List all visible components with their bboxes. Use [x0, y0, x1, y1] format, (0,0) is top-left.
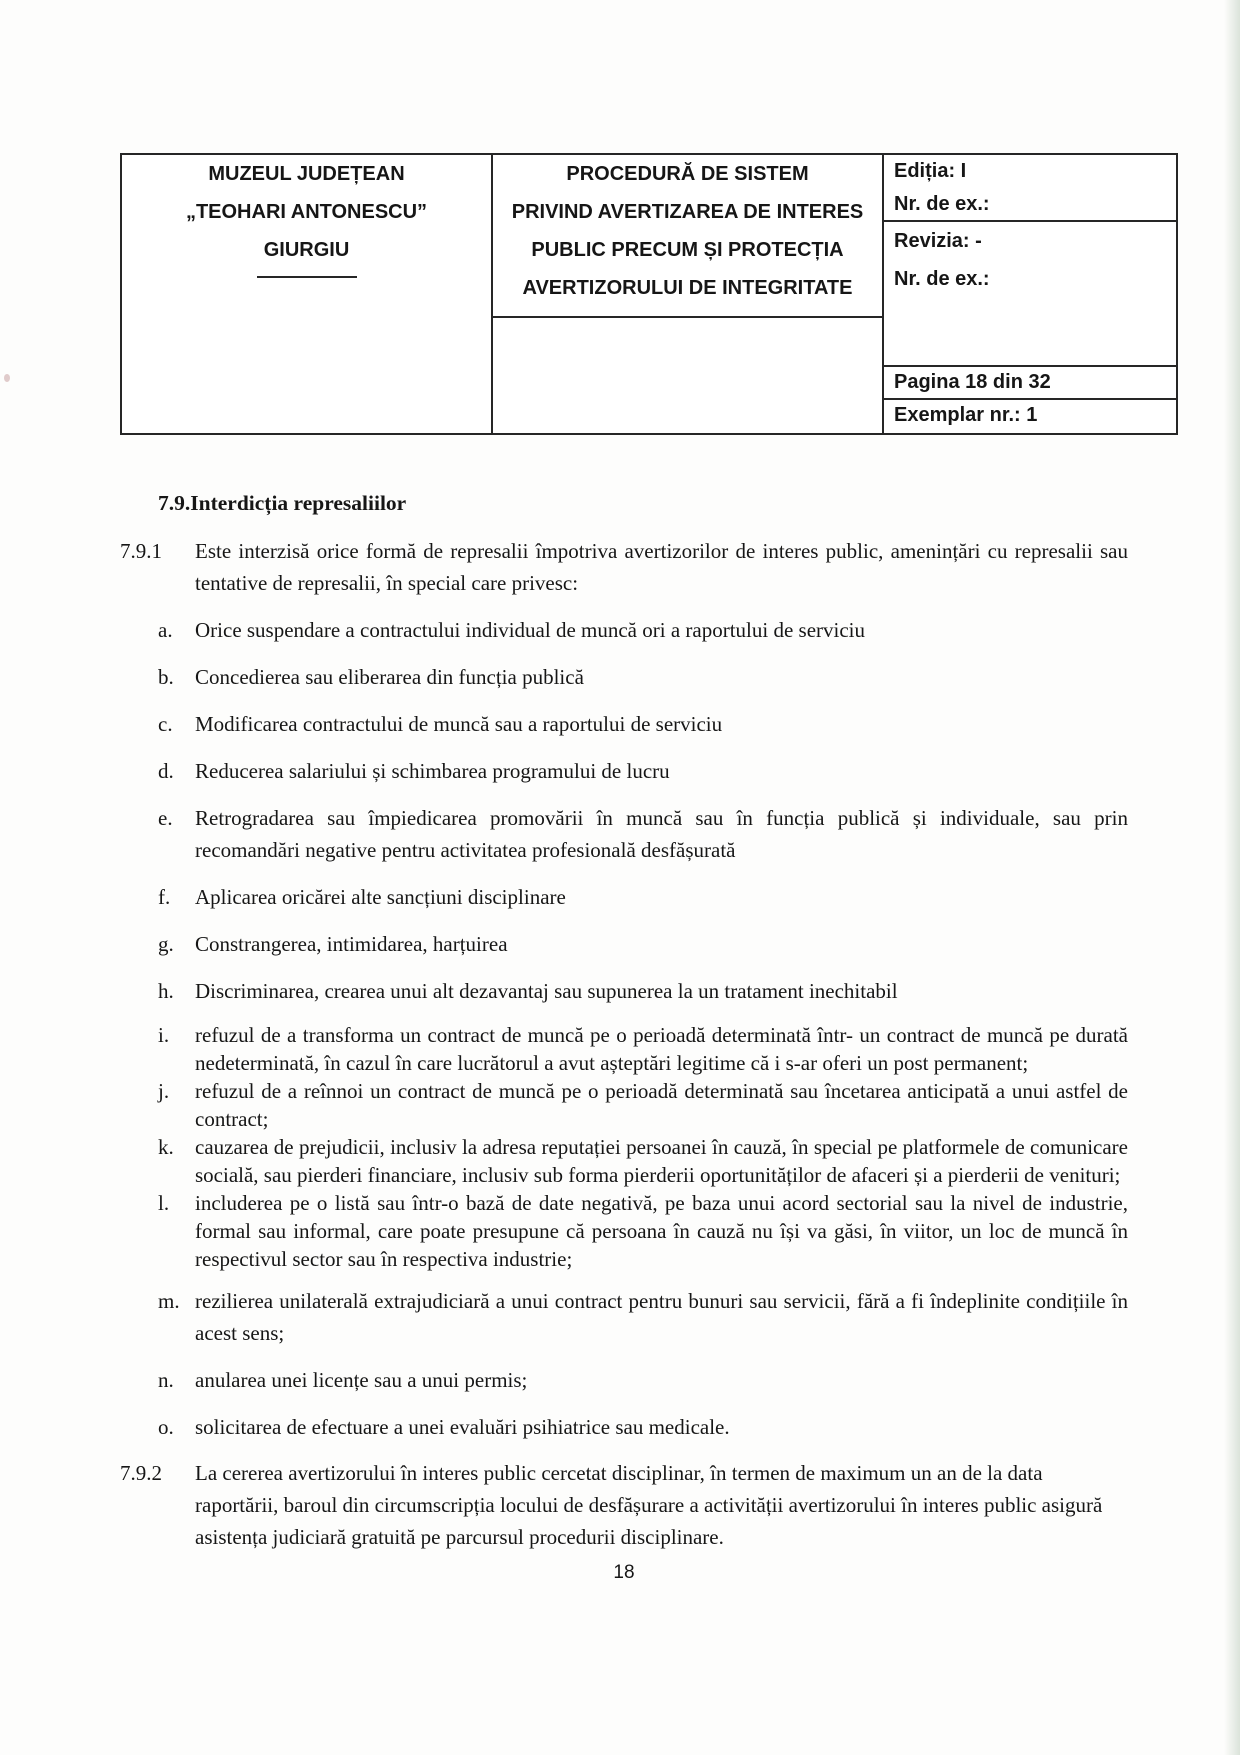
document-body	[120, 435, 1128, 1589]
scan-speck-artifact	[4, 374, 10, 382]
list-item	[120, 1285, 1128, 1349]
edition-label: Ediția: I	[894, 160, 967, 182]
revision-label: Revizia: -	[894, 230, 982, 252]
item-marker: l.	[158, 1191, 170, 1215]
item-marker: j.	[158, 1079, 170, 1103]
org-line: GIURGIU	[263, 239, 350, 261]
list-item	[120, 1189, 1128, 1273]
item-marker: b.	[158, 665, 174, 689]
item-text: Discriminarea, crearea unui alt dezavantaj sau supunerea la un tratament inechitabil	[195, 979, 898, 1003]
title-line: PRIVIND AVERTIZAREA DE INTERES	[511, 201, 864, 223]
item-marker: c.	[158, 712, 173, 736]
list-item	[120, 881, 1128, 913]
list-item	[120, 1021, 1128, 1077]
item-marker: m.	[158, 1289, 180, 1313]
title-line: AVERTIZORULUI DE INTEGRITATE	[522, 277, 853, 299]
item-text: Concedierea sau eliberarea din funcția publică	[195, 665, 584, 689]
item-text: Constrangerea, intimidarea, harțuirea	[195, 932, 508, 956]
item-text: Aplicarea oricărei alte sancțiuni disciplinare	[195, 885, 566, 909]
procedure-title	[493, 155, 882, 318]
copies-label: Nr. de ex.:	[894, 193, 990, 215]
list-item	[120, 802, 1128, 866]
item-marker: e.	[158, 806, 173, 830]
item-marker: o.	[158, 1415, 174, 1439]
paragraph-7-9-2	[120, 1457, 1128, 1553]
item-text: refuzul de a reînnoi un contract de muncă pe o perioadă determinată sau încetarea anticipată a unui astfel de contract;	[195, 1079, 1128, 1131]
item-marker: i.	[158, 1023, 170, 1047]
scan-edge-artifact	[1224, 0, 1240, 1755]
item-marker: g.	[158, 932, 174, 956]
title-empty-cell	[493, 318, 882, 433]
exemplar-label: Exemplar nr.: 1	[894, 404, 1038, 426]
list-item	[120, 1077, 1128, 1133]
list-item	[120, 1133, 1128, 1189]
page-number: 18	[613, 1562, 635, 1583]
header-title-cell	[493, 155, 884, 433]
item-text: rezilierea unilaterală extrajudiciară a unui contract pentru bunuri sau servicii, fără a fi îndeplinite condițiile în acest sens;	[195, 1289, 1128, 1345]
page-range-label: Pagina 18 din 32	[884, 367, 1176, 400]
item-marker: h.	[158, 979, 174, 1003]
item-text: Retrogradarea sau împiedicarea promovării în muncă sau în funcția publică și individuale, sau prin recomandări negative pentru activitatea profesională desfășurată	[195, 806, 1128, 862]
item-marker: a.	[158, 618, 173, 642]
item-marker: f.	[158, 885, 171, 909]
item-text: includerea pe o listă sau într-o bază de date negativă, pe baza unui acord sectorial sau la nivel de industrie, formal sau informal, care poate presupune că persoana în cauză nu își va găsi, în viitor, un loc de muncă în respectivul sector sau în respectiva industrie;	[195, 1191, 1128, 1271]
item-marker: d.	[158, 759, 174, 783]
item-text: Reducerea salariului și schimbarea programului de lucru	[195, 759, 670, 783]
org-underline	[257, 276, 357, 278]
list-item	[120, 755, 1128, 787]
meta-revision-cell	[884, 222, 1176, 367]
item-marker: n.	[158, 1368, 174, 1392]
paragraph-7-9-1	[120, 535, 1128, 599]
header-meta-cell	[884, 155, 1176, 433]
item-text: anularea unei licențe sau a unui permis;	[195, 1368, 528, 1392]
header-org-cell	[122, 155, 493, 433]
header-table	[120, 153, 1178, 435]
paragraph-number: 7.9.1	[120, 539, 162, 563]
title-line: PUBLIC PRECUM ȘI PROTECȚIA	[531, 239, 844, 261]
section-heading: 7.9.Interdicția represaliilor	[158, 491, 407, 515]
list-item	[120, 928, 1128, 960]
meta-edition-cell	[884, 155, 1176, 222]
item-text: Orice suspendare a contractului individual de muncă ori a raportului de serviciu	[195, 618, 866, 642]
copies-label: Nr. de ex.:	[894, 268, 990, 290]
item-text: cauzarea de prejudicii, inclusiv la adresa reputației persoanei în cauză, în special pe platformele de comunicare socială, sau pierderi financiare, inclusiv sub forma pierderii oportunităților de afaceri și a pierderii de venituri;	[195, 1135, 1128, 1187]
item-text: Modificarea contractului de muncă sau a raportului de serviciu	[195, 712, 723, 736]
list-item	[120, 975, 1128, 1007]
item-text: solicitarea de efectuare a unei evaluări psihiatrice sau medicale.	[195, 1415, 730, 1439]
paragraph-text: Este interzisă orice formă de represalii împotriva avertizorilor de interes public, amenințări cu represalii sau tentative de represalii, în special care privesc:	[195, 539, 1128, 595]
list-item	[120, 708, 1128, 740]
org-line: „TEOHARI ANTONESCU”	[185, 201, 428, 223]
list-item	[120, 661, 1128, 693]
list-item	[120, 1411, 1128, 1443]
list-item	[120, 1364, 1128, 1396]
org-line: MUZEUL JUDEȚEAN	[208, 163, 405, 185]
paragraph-text: La cererea avertizorului în interes public cercetat disciplinar, în termen de maximum un an de la data raportării, baroul din circumscripția locului de desfășurare a activității avertizorului în interes public asigură asistența judiciară gratuită pe parcursul procedurii disciplinare.	[195, 1461, 1103, 1549]
paragraph-number: 7.9.2	[120, 1461, 162, 1485]
item-text: refuzul de a transforma un contract de muncă pe o perioadă determinată într- un contract de muncă pe durată nedeterminată, în cazul în care lucrătorul a avut așteptări legitime că i s-ar oferi un post permanent;	[195, 1023, 1128, 1075]
title-line: PROCEDURĂ DE SISTEM	[566, 163, 809, 185]
list-item	[120, 614, 1128, 646]
item-marker: k.	[158, 1135, 174, 1159]
